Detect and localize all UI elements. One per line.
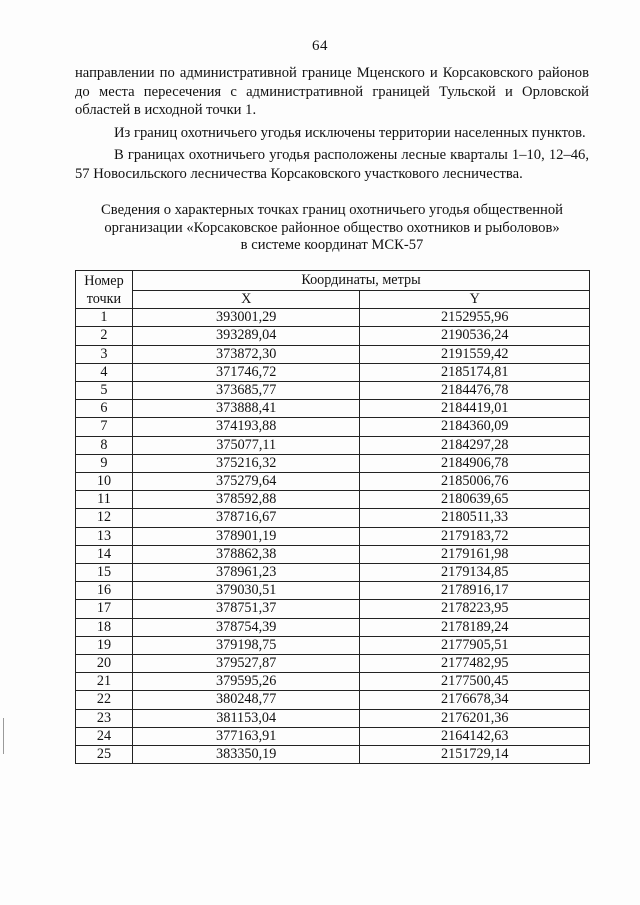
y-cell: 2179134,85 — [360, 564, 590, 582]
point-number-cell: 21 — [76, 673, 133, 691]
caption-line-3: в системе координат МСК-57 — [240, 237, 424, 254]
point-number-cell: 3 — [76, 345, 133, 363]
paragraph-boundary-description: направлении по административной границе Мценского и Корсаковского районов до места пересечения с административной границей Тульской и Орловской областей в исходной точки 1. — [75, 65, 589, 119]
x-cell: 375216,32 — [132, 454, 360, 472]
y-cell: 2190536,24 — [360, 327, 590, 345]
table-row — [76, 473, 590, 491]
x-cell: 374193,88 — [132, 418, 360, 436]
header-point-number — [76, 271, 133, 309]
point-number-cell: 10 — [76, 473, 133, 491]
y-cell: 2177905,51 — [360, 636, 590, 654]
scan-edge-mark — [3, 718, 4, 754]
point-number-cell: 7 — [76, 418, 133, 436]
y-cell: 2178916,17 — [360, 582, 590, 600]
table-row — [76, 746, 590, 764]
x-cell: 378754,39 — [132, 618, 360, 636]
point-number-cell: 9 — [76, 454, 133, 472]
coordinates-table — [75, 270, 590, 764]
table-row — [76, 436, 590, 454]
point-number-cell: 22 — [76, 691, 133, 709]
point-number-cell: 13 — [76, 527, 133, 545]
table-row — [76, 727, 590, 745]
y-cell: 2185174,81 — [360, 363, 590, 381]
header-x: X — [132, 291, 360, 309]
table-row — [76, 618, 590, 636]
point-number-cell: 17 — [76, 600, 133, 618]
coordinates-table-body — [76, 309, 590, 764]
table-row — [76, 673, 590, 691]
x-cell: 378862,38 — [132, 545, 360, 563]
table-row — [76, 309, 590, 327]
x-cell: 393001,29 — [132, 309, 360, 327]
header-point-number-line1: Номер — [84, 272, 124, 289]
table-row — [76, 382, 590, 400]
x-cell: 383350,19 — [132, 746, 360, 764]
x-cell: 373888,41 — [132, 400, 360, 418]
point-number-cell: 23 — [76, 709, 133, 727]
table-row — [76, 345, 590, 363]
body-text — [75, 64, 589, 184]
table-row — [76, 564, 590, 582]
y-cell: 2184297,28 — [360, 436, 590, 454]
table-row — [76, 655, 590, 673]
x-cell: 393289,04 — [132, 327, 360, 345]
point-number-cell: 25 — [76, 746, 133, 764]
table-row — [76, 400, 590, 418]
y-cell: 2177500,45 — [360, 673, 590, 691]
point-number-cell: 1 — [76, 309, 133, 327]
point-number-cell: 2 — [76, 327, 133, 345]
point-number-cell: 14 — [76, 545, 133, 563]
header-point-number-line2: точки — [86, 290, 122, 307]
table-row — [76, 454, 590, 472]
table-row — [76, 545, 590, 563]
paragraph-forest-quarters: В границах охотничьего угодья расположены лесные кварталы 1–10, 12–46, 57 Новосильского лесничества Корсаковского участкового лесничества. — [75, 147, 589, 182]
table-row — [76, 636, 590, 654]
y-cell: 2164142,63 — [360, 727, 590, 745]
point-number-cell: 12 — [76, 509, 133, 527]
y-cell: 2180639,65 — [360, 491, 590, 509]
point-number-cell: 6 — [76, 400, 133, 418]
x-cell: 378961,23 — [132, 564, 360, 582]
y-cell: 2184906,78 — [360, 454, 590, 472]
point-number-cell: 4 — [76, 363, 133, 381]
x-cell: 378901,19 — [132, 527, 360, 545]
y-cell: 2184419,01 — [360, 400, 590, 418]
point-number-cell: 16 — [76, 582, 133, 600]
table-row — [76, 418, 590, 436]
table-row — [76, 509, 590, 527]
caption-line-2: организации «Корсаковское районное общество охотников и рыболовов» — [104, 219, 560, 236]
x-cell: 381153,04 — [132, 709, 360, 727]
y-cell: 2177482,95 — [360, 655, 590, 673]
table-caption — [75, 202, 589, 255]
table-row — [76, 600, 590, 618]
point-number-cell: 11 — [76, 491, 133, 509]
x-cell: 379595,26 — [132, 673, 360, 691]
x-cell: 375279,64 — [132, 473, 360, 491]
point-number-cell: 18 — [76, 618, 133, 636]
table-row — [76, 582, 590, 600]
point-number-cell: 19 — [76, 636, 133, 654]
y-cell: 2178189,24 — [360, 618, 590, 636]
x-cell: 379198,75 — [132, 636, 360, 654]
table-row — [76, 709, 590, 727]
y-cell: 2178223,95 — [360, 600, 590, 618]
point-number-cell: 5 — [76, 382, 133, 400]
table-row — [76, 491, 590, 509]
x-cell: 378716,67 — [132, 509, 360, 527]
header-y: Y — [360, 291, 590, 309]
x-cell: 373685,77 — [132, 382, 360, 400]
y-cell: 2179161,98 — [360, 545, 590, 563]
table-row — [76, 327, 590, 345]
table-subheader-row — [76, 291, 590, 309]
x-cell: 379527,87 — [132, 655, 360, 673]
y-cell: 2184476,78 — [360, 382, 590, 400]
x-cell: 378751,37 — [132, 600, 360, 618]
x-cell: 380248,77 — [132, 691, 360, 709]
table-row — [76, 363, 590, 381]
x-cell: 379030,51 — [132, 582, 360, 600]
header-coordinates: Координаты, метры — [132, 271, 589, 291]
x-cell: 373872,30 — [132, 345, 360, 363]
page-number: 64 — [312, 38, 328, 54]
point-number-cell: 24 — [76, 727, 133, 745]
y-cell: 2152955,96 — [360, 309, 590, 327]
x-cell: 375077,11 — [132, 436, 360, 454]
x-cell: 371746,72 — [132, 363, 360, 381]
y-cell: 2151729,14 — [360, 746, 590, 764]
y-cell: 2191559,42 — [360, 345, 590, 363]
x-cell: 377163,91 — [132, 727, 360, 745]
point-number-cell: 15 — [76, 564, 133, 582]
y-cell: 2180511,33 — [360, 509, 590, 527]
x-cell: 378592,88 — [132, 491, 360, 509]
point-number-cell: 20 — [76, 655, 133, 673]
y-cell: 2185006,76 — [360, 473, 590, 491]
table-row — [76, 691, 590, 709]
y-cell: 2179183,72 — [360, 527, 590, 545]
caption-line-1: Сведения о характерных точках границ охотничьего угодья общественной — [101, 202, 563, 218]
y-cell: 2176678,34 — [360, 691, 590, 709]
table-row — [76, 527, 590, 545]
y-cell: 2176201,36 — [360, 709, 590, 727]
y-cell: 2184360,09 — [360, 418, 590, 436]
point-number-cell: 8 — [76, 436, 133, 454]
paragraph-excluded-territories: Из границ охотничьего угодья исключены территории населенных пунктов. — [114, 124, 586, 141]
table-header-row — [76, 271, 590, 291]
